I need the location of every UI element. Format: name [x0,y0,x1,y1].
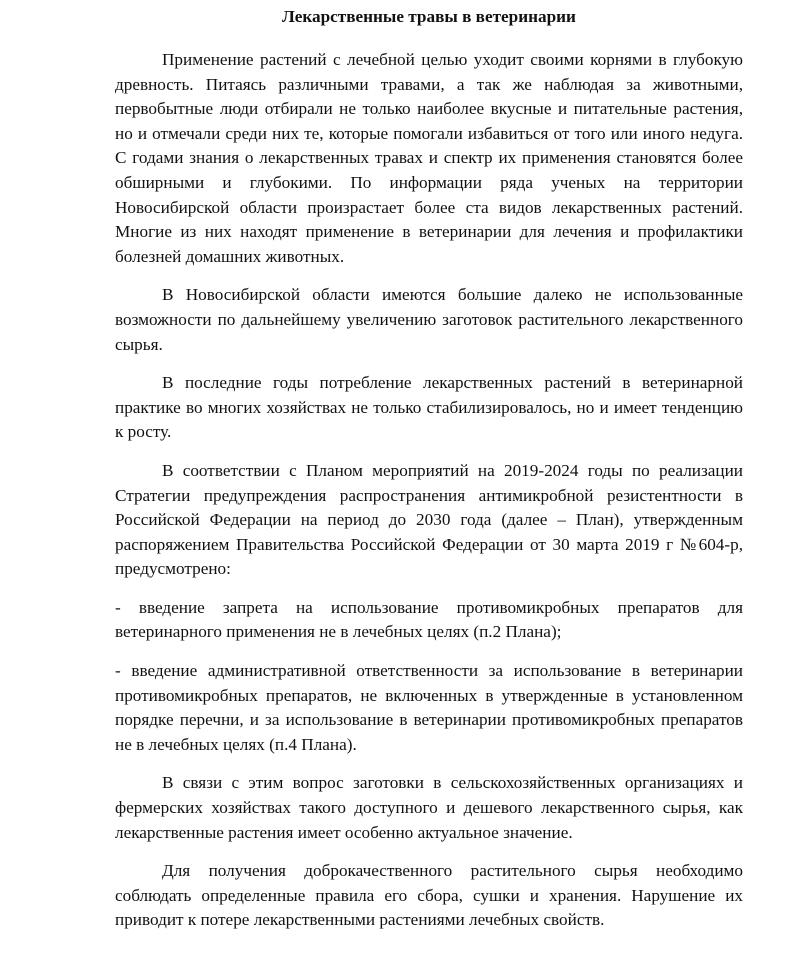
paragraph-intro: Применение растений с лечебной целью уходит своими корнями в глубокую древность. Питаясь различными травами, а так же наблюдая за животными, первобытные люди отбирали не только наиболее вкусные и питательные растения, но и отмечали среди них те, которые помогали избавиться от того или иного недуга. С годами знания о лекарственных травах и спектр их применения становятся более обширными и глубокими. По информации ряда ученых на территории Новосибирской области произрастает более ста видов лекарственных растений. Многие из них находят применение в ветеринарии для лечения и профилактики болезней домашних животных. [115,50,743,266]
document-title: Лекарственные травы в ветеринарии [282,7,576,26]
list-item-ban: - введение запрета на использование противомикробных препаратов для ветеринарного применения не в лечебных целях (п.2 Плана); [115,597,743,642]
list-item-liability: - введение административной ответственности за использование в ветеринарии противомикробных препаратов, не включенных в утвержденные в установленном порядке перечни, и за использование в ветеринарии противомикробных препаратов не в лечебных целях (п.4 Плана). [115,661,743,754]
paragraph-opportunities: В Новосибирской области имеются большие далеко не использованные возможности по дальнейшему увеличению заготовок растительного лекарственного сырья. [115,285,743,354]
paragraph-plan: В соответствии с Планом мероприятий на 2019-2024 годы по реализации Стратегии предупреждения распространения антимикробной резистентности в Российской Федерации на период до 2030 года (далее – План), утвержденным распоряжением Правительства Российской Федерации от 30 марта 2019 г №604-р, предусмотрено: [115,460,743,579]
paragraph-relevance: В связи с этим вопрос заготовки в сельскохозяйственных организациях и фермерских хозяйствах такого доступного и дешевого лекарственного сырья, как лекарственные растения имеет особенно актуальное значение. [115,773,743,842]
paragraph-consumption-trend: В последние годы потребление лекарственных растений в ветеринарной практике во многих хозяйствах не только стабилизировалось, но и имеет тенденцию к росту. [115,373,743,442]
paragraph-harvest-rules: Для получения доброкачественного растительного сырья необходимо соблюдать определенные правила его сбора, сушки и хранения. Нарушение их приводит к потере лекарственными растениями лечебных свойств. [115,861,743,930]
